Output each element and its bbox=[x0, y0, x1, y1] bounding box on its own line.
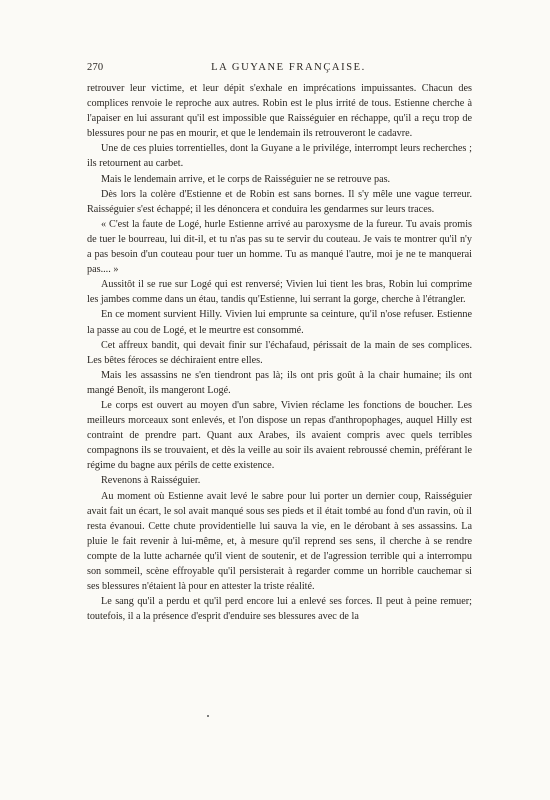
paragraph: « C'est la faute de Logé, hurle Estienne arrivé au paroxysme de la fureur. Tu avais promis de tuer le bourreau, lui dit-il, et tu n'as pas su te servir du couteau. Je vais te montrer qu'il n'y a pas besoin d'un couteau pour tuer un homme. Tu as manqué l'autre, moi je ne te manquerai pas.... » bbox=[87, 218, 472, 276]
paragraph: Le sang qu'il a perdu et qu'il perd encore lui a enlevé ses forces. Il peut à peine remuer; toutefois, il a la présence d'esprit d'enduire ses blessures avec de la bbox=[87, 596, 472, 623]
paragraph: Aussitôt il se rue sur Logé qui est renversé; Vivien lui tient les bras, Robin lui comprime les jambes comme dans un étau, tandis qu'Estienne, lui serrant la gorge, cherche à l'étrangler. bbox=[87, 279, 472, 306]
paragraph: En ce moment survient Hilly. Vivien lui emprunte sa ceinture, qu'il n'ose refuser. Estienne la passe au cou de Logé, et le meurtre est consommé. bbox=[87, 309, 472, 336]
body-text bbox=[87, 81, 472, 624]
running-head: LA GUYANE FRANÇAISE. bbox=[211, 62, 366, 73]
paragraph: Mais le lendemain arrive, et le corps de Raisséguier ne se retrouve pas. bbox=[101, 173, 391, 185]
paragraph: Revenons à Raisséguier. bbox=[101, 475, 201, 487]
paragraph: Le corps est ouvert au moyen d'un sabre, Vivien réclame les fonctions de boucher. Les meilleurs morceaux sont enlevés, et l'on dispose un repas d'anthropophages, auquel Hilly est contraint de prendre part. Quant aux Arabes, ils avaient compris avec quels terribles compagnons ils se trouvaient, et dès la veille au soir ils avaient rebroussé chemin, préférant le régime du bagne aux périls de cette existence. bbox=[87, 399, 472, 472]
page-header bbox=[87, 62, 490, 76]
paragraph: Mais les assassins ne s'en tiendront pas là; ils ont pris goût à la chair humaine; ils ont mangé Benoît, ils mangeront Logé. bbox=[87, 369, 472, 396]
paragraph: Une de ces pluies torrentielles, dont la Guyane a le privilége, interrompt leurs recherches ; ils retournent au carbet. bbox=[87, 143, 472, 170]
paragraph: Cet affreux bandit, qui devait finir sur l'échafaud, périssait de la main de ses complices. Les bêtes féroces se déchiraient entre elles. bbox=[87, 339, 472, 366]
paragraph: retrouver leur victime, et leur dépit s'exhale en imprécations impuissantes. Chacun des complices renvoie le reproche aux autres. Robin est le plus irrité de tous. Estienne cherche à l'apaiser en lui assurant qu'il est impossible que Raisséguier en réchappe, qu'il a reçu trop de blessures pour ne pas en mourir, et que le lendemain ils retrouveront le cadavre. bbox=[87, 83, 472, 140]
paragraph: Au moment où Estienne avait levé le sabre pour lui porter un dernier coup, Raisséguier avait fait un écart, le sol avait manqué sous ses pieds et il était tombé au fond d'un ravin, où il resta évanoui. Cette chute providentielle lui sauva la vie, en le dérobant à ses assassins. La pluie le fait revenir à lui-même, et, à mesure qu'il reprend ses sens, il cherche à se rendre compte de la lutte acharnée qu'il vient de soutenir, et de l'agression terrible qui a interrompu son sommeil, scène effroyable qu'il persisterait à regarder comme un horrible cauchemar si ses blessures n'étaient là pour en attester la triste réalité. bbox=[87, 490, 472, 593]
paragraph: Dès lors la colère d'Estienne et de Robin est sans bornes. Il s'y mêle une vague terreur. Raisséguier s'est échappé; il les dénoncera et conduira les gendarmes sur leurs traces. bbox=[87, 188, 472, 215]
page-number: 270 bbox=[87, 62, 104, 73]
ink-speck bbox=[207, 715, 209, 717]
